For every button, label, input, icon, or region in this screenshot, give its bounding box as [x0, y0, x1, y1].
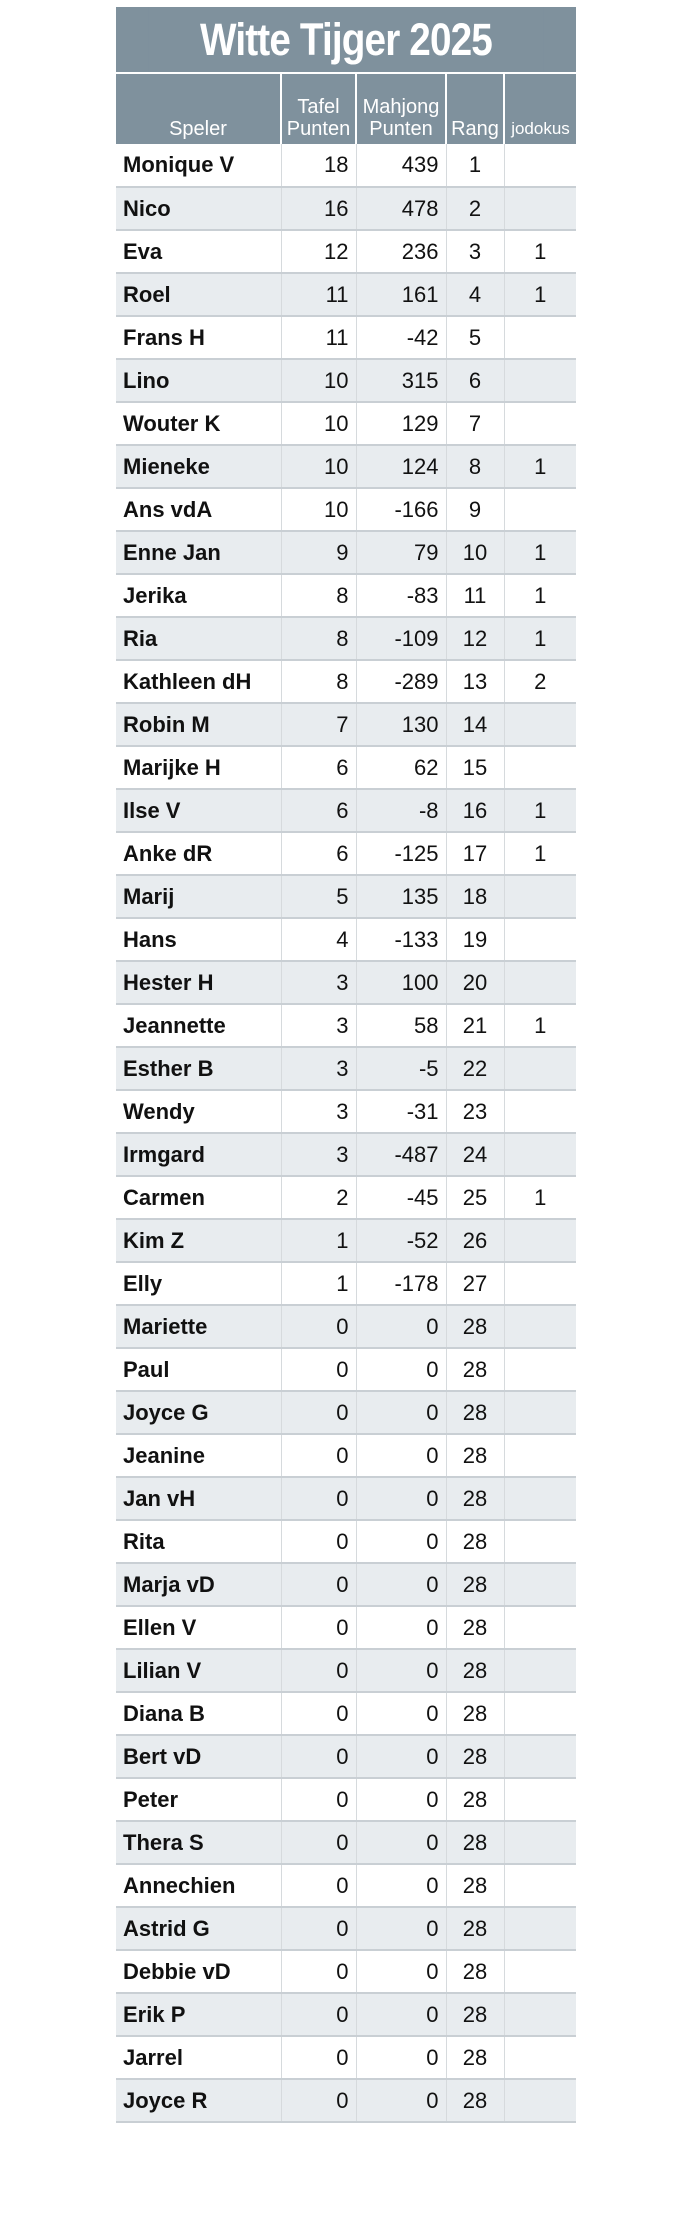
player-name-cell: Wendy [116, 1090, 281, 1133]
mahjong-punten-cell: 0 [356, 1520, 446, 1563]
jodokus-cell: 1 [504, 1004, 576, 1047]
player-name-cell: Nico [116, 187, 281, 230]
jodokus-cell: 2 [504, 660, 576, 703]
mahjong-punten-cell: -289 [356, 660, 446, 703]
table-row [116, 1692, 576, 1735]
rang-cell: 17 [446, 832, 504, 875]
tafel-punten-cell: 0 [281, 1735, 356, 1778]
table-row [116, 961, 576, 1004]
rang-cell: 15 [446, 746, 504, 789]
mahjong-punten-cell: -8 [356, 789, 446, 832]
ranking-table [116, 74, 576, 2123]
table-row [116, 1219, 576, 1262]
rang-cell: 18 [446, 875, 504, 918]
player-name-cell: Hans [116, 918, 281, 961]
jodokus-cell [504, 1993, 576, 2036]
table-row [116, 1950, 576, 1993]
jodokus-cell [504, 2036, 576, 2079]
jodokus-cell [504, 703, 576, 746]
jodokus-cell [504, 1778, 576, 1821]
table-row [116, 359, 576, 402]
table-row [116, 875, 576, 918]
table-row [116, 2036, 576, 2079]
jodokus-cell [504, 1735, 576, 1778]
tafel-punten-cell: 0 [281, 1520, 356, 1563]
tafel-punten-cell: 3 [281, 1047, 356, 1090]
rang-cell: 23 [446, 1090, 504, 1133]
table-row [116, 230, 576, 273]
jodokus-cell [504, 402, 576, 445]
jodokus-cell [504, 961, 576, 1004]
jodokus-cell [504, 1864, 576, 1907]
table-row [116, 1821, 576, 1864]
rang-cell: 10 [446, 531, 504, 574]
jodokus-cell: 1 [504, 574, 576, 617]
mahjong-punten-cell: -42 [356, 316, 446, 359]
tafel-punten-cell: 0 [281, 1821, 356, 1864]
table-row [116, 1477, 576, 1520]
tafel-punten-cell: 10 [281, 402, 356, 445]
rang-cell: 6 [446, 359, 504, 402]
mahjong-punten-cell: 0 [356, 1606, 446, 1649]
tafel-punten-cell: 5 [281, 875, 356, 918]
header-tafel-punten: Tafel Punten [281, 74, 356, 144]
player-name-cell: Debbie vD [116, 1950, 281, 1993]
player-name-cell: Bert vD [116, 1735, 281, 1778]
mahjong-punten-cell: 478 [356, 187, 446, 230]
rang-cell: 16 [446, 789, 504, 832]
rang-cell: 28 [446, 1520, 504, 1563]
tafel-punten-cell: 8 [281, 617, 356, 660]
header-jodokus: jodokus [504, 74, 576, 144]
rang-cell: 28 [446, 2079, 504, 2122]
tafel-punten-cell: 8 [281, 660, 356, 703]
player-name-cell: Kathleen dH [116, 660, 281, 703]
mahjong-punten-cell: -178 [356, 1262, 446, 1305]
table-row [116, 1004, 576, 1047]
rang-cell: 28 [446, 1477, 504, 1520]
table-row [116, 660, 576, 703]
jodokus-cell: 1 [504, 230, 576, 273]
tafel-punten-cell: 12 [281, 230, 356, 273]
player-name-cell: Elly [116, 1262, 281, 1305]
table-row [116, 402, 576, 445]
table-header [116, 74, 576, 144]
table-row [116, 789, 576, 832]
player-name-cell: Irmgard [116, 1133, 281, 1176]
mahjong-punten-cell: 62 [356, 746, 446, 789]
mahjong-punten-cell: 0 [356, 1907, 446, 1950]
tafel-punten-cell: 8 [281, 574, 356, 617]
mahjong-punten-cell: 124 [356, 445, 446, 488]
tafel-punten-cell: 0 [281, 1907, 356, 1950]
rang-cell: 7 [446, 402, 504, 445]
rang-cell: 22 [446, 1047, 504, 1090]
table-row [116, 1520, 576, 1563]
jodokus-cell [504, 1219, 576, 1262]
jodokus-cell: 1 [504, 617, 576, 660]
rang-cell: 28 [446, 1649, 504, 1692]
player-name-cell: Mieneke [116, 445, 281, 488]
jodokus-cell [504, 1950, 576, 1993]
table-row [116, 1133, 576, 1176]
tafel-punten-cell: 0 [281, 1391, 356, 1434]
rang-cell: 12 [446, 617, 504, 660]
table-row [116, 1391, 576, 1434]
player-name-cell: Roel [116, 273, 281, 316]
mahjong-punten-cell: 0 [356, 1993, 446, 2036]
jodokus-cell [504, 316, 576, 359]
jodokus-cell [504, 1305, 576, 1348]
rang-cell: 4 [446, 273, 504, 316]
tafel-punten-cell: 0 [281, 2036, 356, 2079]
table-row [116, 1047, 576, 1090]
rang-cell: 28 [446, 1606, 504, 1649]
mahjong-punten-cell: -52 [356, 1219, 446, 1262]
rang-cell: 28 [446, 1735, 504, 1778]
jodokus-cell [504, 2079, 576, 2122]
table-row [116, 574, 576, 617]
jodokus-cell [504, 1692, 576, 1735]
jodokus-cell [504, 488, 576, 531]
jodokus-cell [504, 1606, 576, 1649]
player-name-cell: Wouter K [116, 402, 281, 445]
tafel-punten-cell: 0 [281, 1563, 356, 1606]
rang-cell: 28 [446, 1563, 504, 1606]
player-name-cell: Astrid G [116, 1907, 281, 1950]
header-speler: Speler [116, 74, 281, 144]
tafel-punten-cell: 0 [281, 2079, 356, 2122]
player-name-cell: Frans H [116, 316, 281, 359]
player-name-cell: Robin M [116, 703, 281, 746]
mahjong-punten-cell: 0 [356, 1778, 446, 1821]
player-name-cell: Jan vH [116, 1477, 281, 1520]
mahjong-punten-cell: 315 [356, 359, 446, 402]
table-row [116, 1262, 576, 1305]
jodokus-cell [504, 1090, 576, 1133]
rang-cell: 28 [446, 1950, 504, 1993]
player-name-cell: Erik P [116, 1993, 281, 2036]
jodokus-cell: 1 [504, 1176, 576, 1219]
tafel-punten-cell: 0 [281, 1649, 356, 1692]
player-name-cell: Annechien [116, 1864, 281, 1907]
rang-cell: 25 [446, 1176, 504, 1219]
player-name-cell: Peter [116, 1778, 281, 1821]
jodokus-cell: 1 [504, 531, 576, 574]
player-name-cell: Ilse V [116, 789, 281, 832]
player-name-cell: Diana B [116, 1692, 281, 1735]
tafel-punten-cell: 0 [281, 1606, 356, 1649]
rang-cell: 28 [446, 1864, 504, 1907]
rang-cell: 28 [446, 1692, 504, 1735]
table-row [116, 1907, 576, 1950]
player-name-cell: Carmen [116, 1176, 281, 1219]
mahjong-punten-cell: 130 [356, 703, 446, 746]
mahjong-punten-cell: 100 [356, 961, 446, 1004]
rang-cell: 2 [446, 187, 504, 230]
player-name-cell: Enne Jan [116, 531, 281, 574]
jodokus-cell: 1 [504, 445, 576, 488]
mahjong-punten-cell: 135 [356, 875, 446, 918]
header-mahjong-punten: Mahjong Punten [356, 74, 446, 144]
mahjong-punten-cell: 0 [356, 1950, 446, 1993]
tafel-punten-cell: 0 [281, 1692, 356, 1735]
rang-cell: 28 [446, 1993, 504, 2036]
rang-cell: 26 [446, 1219, 504, 1262]
table-row [116, 918, 576, 961]
ranking-sheet [116, 7, 576, 2123]
rang-cell: 28 [446, 2036, 504, 2079]
table-row [116, 144, 576, 187]
rang-cell: 14 [446, 703, 504, 746]
mahjong-punten-cell: -487 [356, 1133, 446, 1176]
jodokus-cell [504, 875, 576, 918]
rang-cell: 8 [446, 445, 504, 488]
player-name-cell: Lino [116, 359, 281, 402]
tafel-punten-cell: 3 [281, 1004, 356, 1047]
table-row [116, 445, 576, 488]
tafel-punten-cell: 11 [281, 273, 356, 316]
player-name-cell: Marja vD [116, 1563, 281, 1606]
rang-cell: 9 [446, 488, 504, 531]
jodokus-cell [504, 1262, 576, 1305]
mahjong-punten-cell: 79 [356, 531, 446, 574]
table-row [116, 1348, 576, 1391]
jodokus-cell [504, 1477, 576, 1520]
mahjong-punten-cell: 439 [356, 144, 446, 187]
mahjong-punten-cell: 0 [356, 1692, 446, 1735]
rang-cell: 28 [446, 1348, 504, 1391]
tafel-punten-cell: 0 [281, 1477, 356, 1520]
mahjong-punten-cell: 0 [356, 1305, 446, 1348]
tafel-punten-cell: 6 [281, 789, 356, 832]
tafel-punten-cell: 10 [281, 445, 356, 488]
rang-cell: 28 [446, 1305, 504, 1348]
jodokus-cell [504, 144, 576, 187]
jodokus-cell [504, 1563, 576, 1606]
mahjong-punten-cell: 0 [356, 1864, 446, 1907]
mahjong-punten-cell: 129 [356, 402, 446, 445]
player-name-cell: Jarrel [116, 2036, 281, 2079]
player-name-cell: Ria [116, 617, 281, 660]
jodokus-cell [504, 1047, 576, 1090]
player-name-cell: Joyce G [116, 1391, 281, 1434]
player-name-cell: Thera S [116, 1821, 281, 1864]
player-name-cell: Paul [116, 1348, 281, 1391]
mahjong-punten-cell: 0 [356, 1391, 446, 1434]
table-row [116, 1090, 576, 1133]
player-name-cell: Jeannette [116, 1004, 281, 1047]
mahjong-punten-cell: 0 [356, 1649, 446, 1692]
mahjong-punten-cell: 0 [356, 2079, 446, 2122]
jodokus-cell [504, 1520, 576, 1563]
table-row [116, 1778, 576, 1821]
player-name-cell: Mariette [116, 1305, 281, 1348]
player-name-cell: Ellen V [116, 1606, 281, 1649]
tafel-punten-cell: 10 [281, 359, 356, 402]
mahjong-punten-cell: 0 [356, 1434, 446, 1477]
table-row [116, 832, 576, 875]
table-body [116, 144, 576, 2122]
player-name-cell: Anke dR [116, 832, 281, 875]
mahjong-punten-cell: -133 [356, 918, 446, 961]
table-row [116, 187, 576, 230]
table-row [116, 1993, 576, 2036]
tafel-punten-cell: 18 [281, 144, 356, 187]
jodokus-cell [504, 1348, 576, 1391]
rang-cell: 28 [446, 1434, 504, 1477]
mahjong-punten-cell: 0 [356, 1348, 446, 1391]
mahjong-punten-cell: -83 [356, 574, 446, 617]
mahjong-punten-cell: 0 [356, 1477, 446, 1520]
tafel-punten-cell: 0 [281, 1348, 356, 1391]
player-name-cell: Ans vdA [116, 488, 281, 531]
tafel-punten-cell: 0 [281, 1993, 356, 2036]
tafel-punten-cell: 3 [281, 1133, 356, 1176]
rang-cell: 1 [446, 144, 504, 187]
tafel-punten-cell: 2 [281, 1176, 356, 1219]
table-row [116, 1563, 576, 1606]
rang-cell: 27 [446, 1262, 504, 1305]
table-row [116, 1649, 576, 1692]
tafel-punten-cell: 4 [281, 918, 356, 961]
rang-cell: 20 [446, 961, 504, 1004]
tafel-punten-cell: 0 [281, 1434, 356, 1477]
rang-cell: 28 [446, 1907, 504, 1950]
table-row [116, 1434, 576, 1477]
player-name-cell: Marijke H [116, 746, 281, 789]
table-row [116, 273, 576, 316]
mahjong-punten-cell: 161 [356, 273, 446, 316]
mahjong-punten-cell: -45 [356, 1176, 446, 1219]
player-name-cell: Rita [116, 1520, 281, 1563]
mahjong-punten-cell: -166 [356, 488, 446, 531]
tafel-punten-cell: 10 [281, 488, 356, 531]
table-row [116, 617, 576, 660]
title-bar [116, 7, 576, 74]
player-name-cell: Jeanine [116, 1434, 281, 1477]
player-name-cell: Marij [116, 875, 281, 918]
tafel-punten-cell: 1 [281, 1262, 356, 1305]
rang-cell: 19 [446, 918, 504, 961]
jodokus-cell: 1 [504, 273, 576, 316]
tafel-punten-cell: 16 [281, 187, 356, 230]
rang-cell: 3 [446, 230, 504, 273]
table-row [116, 746, 576, 789]
table-row [116, 488, 576, 531]
rang-cell: 21 [446, 1004, 504, 1047]
jodokus-cell [504, 187, 576, 230]
rang-cell: 28 [446, 1821, 504, 1864]
player-name-cell: Lilian V [116, 1649, 281, 1692]
mahjong-punten-cell: 0 [356, 1735, 446, 1778]
tafel-punten-cell: 0 [281, 1864, 356, 1907]
header-rang: Rang [446, 74, 504, 144]
jodokus-cell [504, 1649, 576, 1692]
tafel-punten-cell: 0 [281, 1778, 356, 1821]
player-name-cell: Jerika [116, 574, 281, 617]
table-row [116, 316, 576, 359]
jodokus-cell [504, 1434, 576, 1477]
jodokus-cell [504, 746, 576, 789]
jodokus-cell [504, 1133, 576, 1176]
table-row [116, 2079, 576, 2122]
mahjong-punten-cell: -5 [356, 1047, 446, 1090]
rang-cell: 5 [446, 316, 504, 359]
tafel-punten-cell: 6 [281, 832, 356, 875]
table-row [116, 1864, 576, 1907]
player-name-cell: Monique V [116, 144, 281, 187]
player-name-cell: Kim Z [116, 1219, 281, 1262]
jodokus-cell: 1 [504, 789, 576, 832]
rang-cell: 11 [446, 574, 504, 617]
tafel-punten-cell: 7 [281, 703, 356, 746]
tafel-punten-cell: 1 [281, 1219, 356, 1262]
mahjong-punten-cell: -125 [356, 832, 446, 875]
tafel-punten-cell: 3 [281, 1090, 356, 1133]
player-name-cell: Hester H [116, 961, 281, 1004]
jodokus-cell [504, 1391, 576, 1434]
table-row [116, 1305, 576, 1348]
jodokus-cell [504, 1821, 576, 1864]
table-row [116, 1735, 576, 1778]
tafel-punten-cell: 9 [281, 531, 356, 574]
tafel-punten-cell: 0 [281, 1950, 356, 1993]
jodokus-cell [504, 918, 576, 961]
jodokus-cell [504, 359, 576, 402]
tafel-punten-cell: 3 [281, 961, 356, 1004]
tafel-punten-cell: 0 [281, 1305, 356, 1348]
mahjong-punten-cell: -109 [356, 617, 446, 660]
table-row [116, 531, 576, 574]
jodokus-cell [504, 1907, 576, 1950]
mahjong-punten-cell: -31 [356, 1090, 446, 1133]
player-name-cell: Joyce R [116, 2079, 281, 2122]
rang-cell: 24 [446, 1133, 504, 1176]
player-name-cell: Esther B [116, 1047, 281, 1090]
table-row [116, 1606, 576, 1649]
mahjong-punten-cell: 58 [356, 1004, 446, 1047]
rang-cell: 28 [446, 1391, 504, 1434]
rang-cell: 13 [446, 660, 504, 703]
jodokus-cell: 1 [504, 832, 576, 875]
rang-cell: 28 [446, 1778, 504, 1821]
tafel-punten-cell: 6 [281, 746, 356, 789]
mahjong-punten-cell: 0 [356, 2036, 446, 2079]
table-row [116, 1176, 576, 1219]
player-name-cell: Eva [116, 230, 281, 273]
table-row [116, 703, 576, 746]
mahjong-punten-cell: 236 [356, 230, 446, 273]
mahjong-punten-cell: 0 [356, 1563, 446, 1606]
page-title: Witte Tijger 2025 [148, 7, 544, 72]
mahjong-punten-cell: 0 [356, 1821, 446, 1864]
tafel-punten-cell: 11 [281, 316, 356, 359]
